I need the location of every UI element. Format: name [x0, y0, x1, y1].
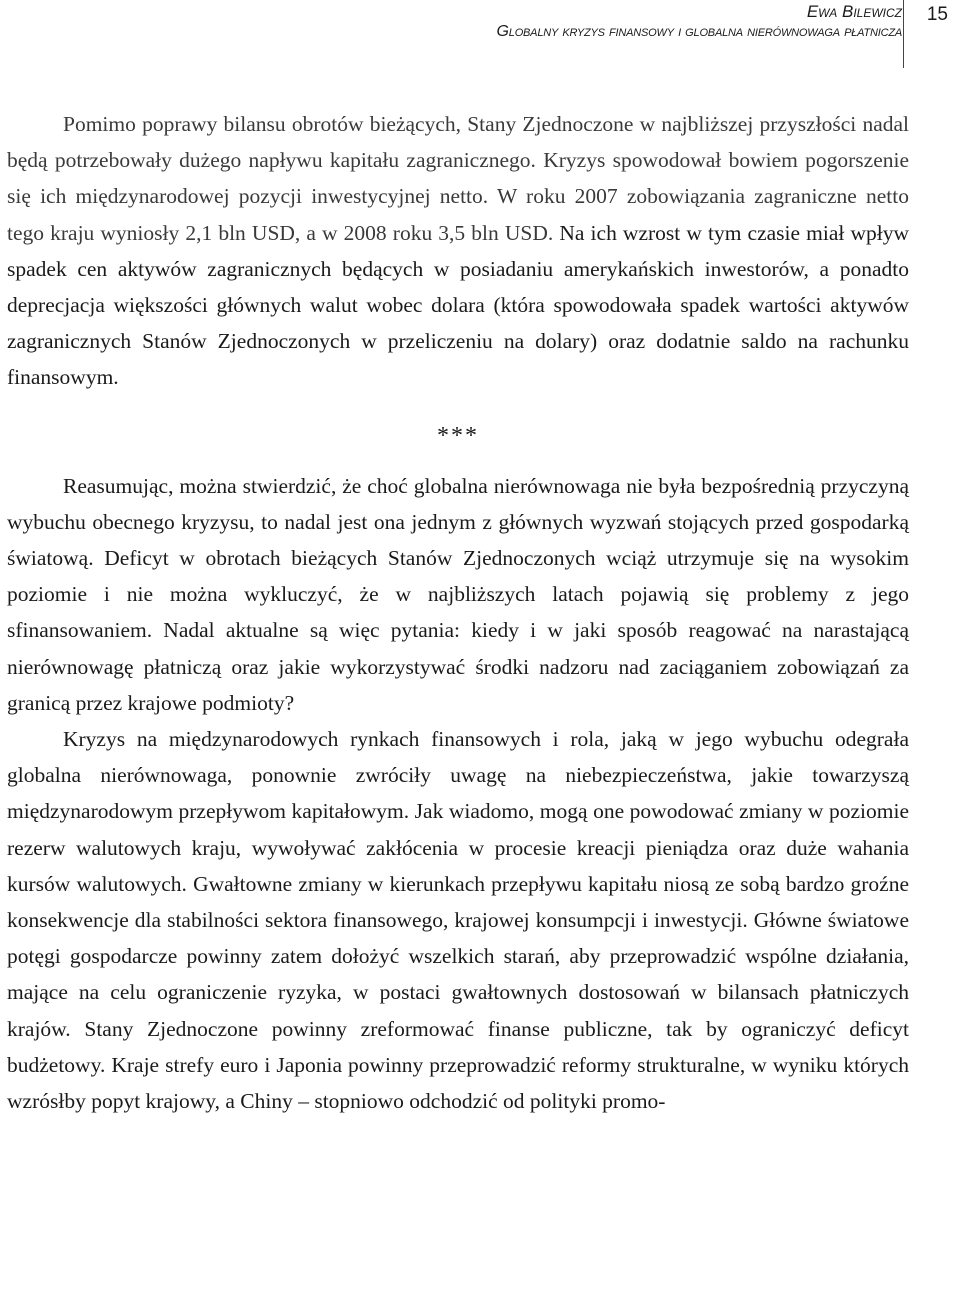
header-author: Ewa Bilewicz	[806, 2, 902, 21]
paragraph-1-part-b: Na ich wzrost w tym czasie miał wpływ spadek cen aktywów zagranicznych będących w posiadaniu amerykańskich inwestorów, a ponadto deprecjacja większości głównych walut wobec dolara (która spowodowała spadek wartości aktywów zagranicznych Stanów Zjednoczonych w przeliczeniu na dolary) oraz dodatnie saldo na rachunku finansowym.	[7, 220, 909, 390]
paragraph-2: Reasumując, można stwierdzić, że choć globalna nierównowaga nie była bezpośrednią przyczyną wybuchu obecnego kryzysu, to nadal jest ona jednym z głównych wyzwań stojących przed gospodarką światową. Deficyt w obrotach bieżących Stanów Zjednoczonych wciąż utrzymuje się na wysokim poziomie i nie można wykluczyć, że w najbliższych latach pojawią się problemy z jego sfinansowaniem. Nadal aktualne są więc pytania: kiedy i w jaki sposób reagować na narastającą nierównowagę płatniczą oraz jakie wykorzystywać środki nadzoru nad zaciąganiem zobowiązań za granicą przez krajowe podmioty?	[7, 473, 909, 715]
paragraph-1-part-a: Pomimo poprawy bilansu obrotów bieżących, Stany Zjednoczone w najbliższej przyszłości nadal będą potrzebowały dużego napływu kapitału zagranicznego. Kryzys spowodował bowiem pogorszenie się ich międzynarodowej pozycji inwestycyjnej netto. W roku 2007 zobowiązania zagraniczne netto tego kraju wyniosły 2,1 bln USD, a w 2008 roku 3,5 bln USD.	[7, 112, 909, 245]
header-divider	[903, 0, 904, 68]
page-number: 15	[926, 4, 948, 25]
header-text	[497, 2, 902, 42]
section-separator: ***	[437, 422, 479, 449]
paragraph-1	[7, 106, 909, 396]
paragraph-3: Kryzys na międzynarodowych rynkach finansowych i rola, jaką w jego wybuchu odegrała globalna nierównowaga, ponownie zwróciły uwagę na niebezpieczeństwa, jakie towarzyszą międzynarodowym przepływom kapitałowym. Jak wiadomo, mogą one powodować zmiany w poziomie rezerw walutowych kraju, wywoływać zakłócenia w procesie kreacji pieniądza oraz duże wahania kursów walutowych. Gwałtowne zmiany w kierunkach przepływu kapitału niosą ze sobą bardzo groźne konsekwencje dla stabilności sektora finansowego, krajowej konsumpcji i inwestycji. Główne światowe potęgi gospodarcze powinny zatem dołożyć wszelkich starań, aby przeprowadzić wspólne działania, mające na celu ograniczenie ryzyka, w postaci gwałtownych dostosowań w bilansach płatniczych krajów. Stany Zjednoczone powinny zreformować finanse publiczne, tak by ograniczyć deficyt budżetowy. Kraje strefy euro i Japonia powinny przeprowadzić reformy strukturalne, w wyniku których wzrósłby popyt krajowy, a Chiny – stopniowo odchodzić od polityki promo-	[7, 727, 909, 1114]
running-header	[0, 0, 960, 70]
page-body	[7, 106, 909, 1119]
header-title: Globalny kryzys finansowy i globalna nierównowaga płatnicza	[496, 23, 902, 40]
